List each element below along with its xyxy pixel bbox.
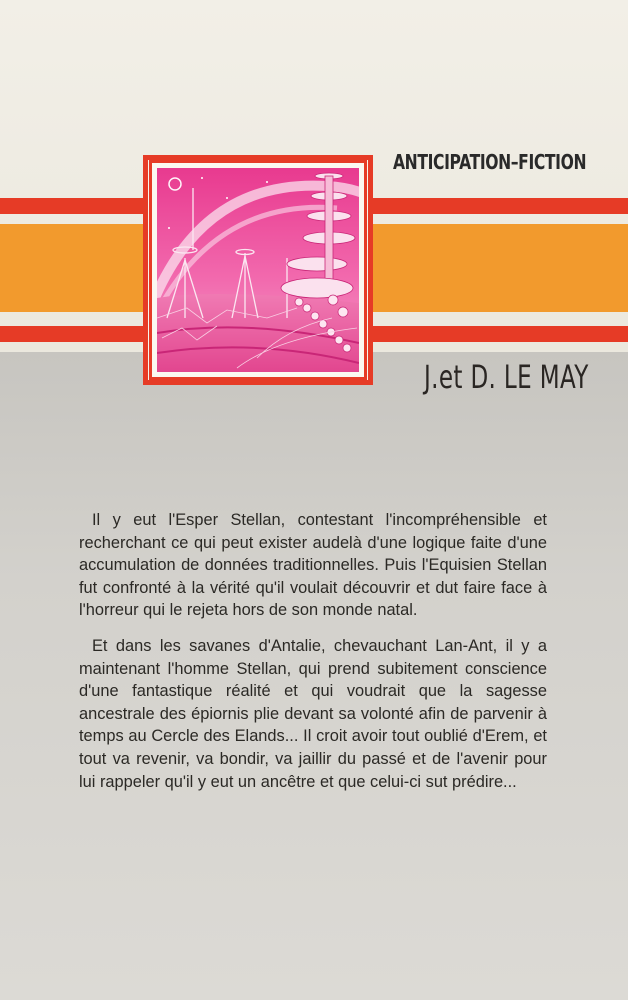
- series-title: ANTICIPATION–FICTION: [393, 150, 587, 174]
- back-cover-blurb: [79, 509, 547, 806]
- futuristic-city-illustration: [157, 168, 359, 372]
- author-name: J.et D. LE MAY: [424, 358, 589, 396]
- blurb-paragraph-1: Il y eut l'Esper Stellan, contestant l'incompréhensible et recherchant ce qui peut exister audelà d'une logique faite d'une accumulation de données traditionnelles. Puis l'Equisien Stellan fut confronté à la vérité qu'il voulait découvrir et dut faire face à l'horreur qui le rejeta hors de son monde natal.: [79, 511, 547, 620]
- blurb-paragraph-2: Et dans les savanes d'Antalie, chevauchant Lan-Ant, il y a maintenant l'homme Stellan, qui prend subitement conscience d'une fantastique réalité et qui voudrait que la sagesse ancestrale des épiornis plie devant sa volonté afin de parvenir à temps au Cercle des Elands... Il croit avoir tout oublié d'Erem, et tout va revenir, va bondir, va jaillir du passé et de l'avenir pour lui rappeler qu'il y eut un ancêtre et que celui-ci sut prédire...: [79, 636, 547, 791]
